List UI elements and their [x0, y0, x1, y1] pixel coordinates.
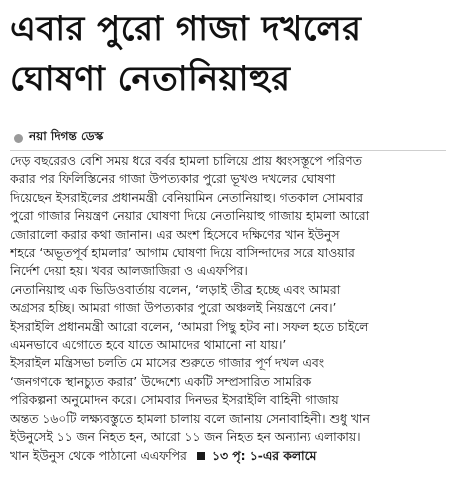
paragraph-line: নির্দেশ দেয়া হয়। খবর আলজাজিরা ও এএফপির।	[10, 264, 248, 279]
headline	[10, 4, 448, 104]
paragraph-line: দিয়েছেন ইসরাইলের প্রধানমন্ত্রী বেনিয়ামিন নেতানিয়াহু। গতকাল সোমবার	[10, 190, 363, 205]
paragraph-line: করার পর ফিলিস্তিনের গাজা উপত্যকার পুরো ভূখণ্ড দখলের ঘোষণা	[10, 172, 336, 187]
bullet-dot-icon	[14, 134, 23, 143]
paragraph-line: পরিকল্পনা অনুমোদন করে। সোমবার দিনভর ইসরাইলি বাহিনী গাজায়	[10, 393, 339, 408]
paragraph-line: নেতানিয়াহু এক ভিডিওবার্তায় বলেন, ‘লড়াই তীব্র হচ্ছে এবং আমরা	[10, 282, 341, 297]
paragraph-line: দেড় বছরেরও বেশি সময় ধরে বর্বর হামলা চালিয়ে প্রায় ধ্বংসস্তূপে পরিণত	[10, 154, 362, 168]
paragraph-line	[10, 447, 448, 465]
paragraph-line: ‘জনগণকে স্থানচ্যুত করার’ উদ্দেশ্যে একটি সম্প্রসারিত সামরিক	[10, 374, 312, 389]
continuation-reference	[197, 449, 317, 463]
headline-line-2: ঘোষণা নেতানিয়াহুর	[10, 59, 291, 99]
continuation-text: ১৩ পৃ: ১-এর কলামে	[211, 448, 317, 463]
divider	[10, 150, 446, 151]
byline-text: নয়া দিগন্ত ডেস্ক	[29, 129, 104, 143]
square-bullet-icon	[197, 452, 205, 460]
paragraph-3	[10, 354, 448, 446]
paragraph-line-text: খান ইউনুস থেকে পাঠানো এএফপির	[10, 448, 187, 463]
paragraph-2	[10, 281, 448, 355]
paragraph-line: অন্তত ১৬০টি লক্ষ্যবস্তুতে হামলা চালায় বলে জানায় সেনাবাহিনী। শুধু খান	[10, 411, 370, 426]
paragraph-line: ইউনুসেই ১১ জন নিহত হন, আরো ১১ জন নিহত হন অন্যান্য এলাকায়।	[10, 430, 361, 445]
paragraph-4	[10, 447, 448, 465]
paragraph-line: এমনভাবে এগোতে হবে যাতে আমাদের থামানো না যায়।’	[10, 338, 287, 353]
paragraph-1	[10, 152, 448, 281]
paragraph-line: শহরে ‘অভূতপূর্ব হামলার’ আগাম ঘোষণা দিয়ে বাসিন্দাদের সরে যাওয়ার	[10, 246, 355, 261]
paragraph-line: ইসরাইল মন্ত্রিসভা চলতি মে মাসের শুরুতে গাজার পূর্ণ দখল এবং	[10, 356, 325, 371]
paragraph-line: জোরালো করার কথা জানান। এর অংশ হিসেবে দক্ষিণের খান ইউনুস	[10, 227, 340, 242]
article-body	[10, 152, 448, 465]
headline-line-1: এবার পুরো গাজা দখলের	[10, 9, 362, 49]
byline	[14, 128, 103, 148]
paragraph-line: ইসরাইলি প্রধানমন্ত্রী আরো বলেন, ‘আমরা পিছু হটব না। সফল হতে চাইলে	[10, 319, 369, 334]
paragraph-line: পুরো গাজার নিয়ন্ত্রণ নেয়ার ঘোষণা দিয়ে নেতানিয়াহু গাজায় হামলা আরো	[10, 209, 370, 224]
paragraph-line: অগ্রসর হচ্ছি। আমরা গাজা উপত্যকার পুরো অঞ্চলই নিয়ন্ত্রণে নেব।’	[10, 301, 337, 316]
